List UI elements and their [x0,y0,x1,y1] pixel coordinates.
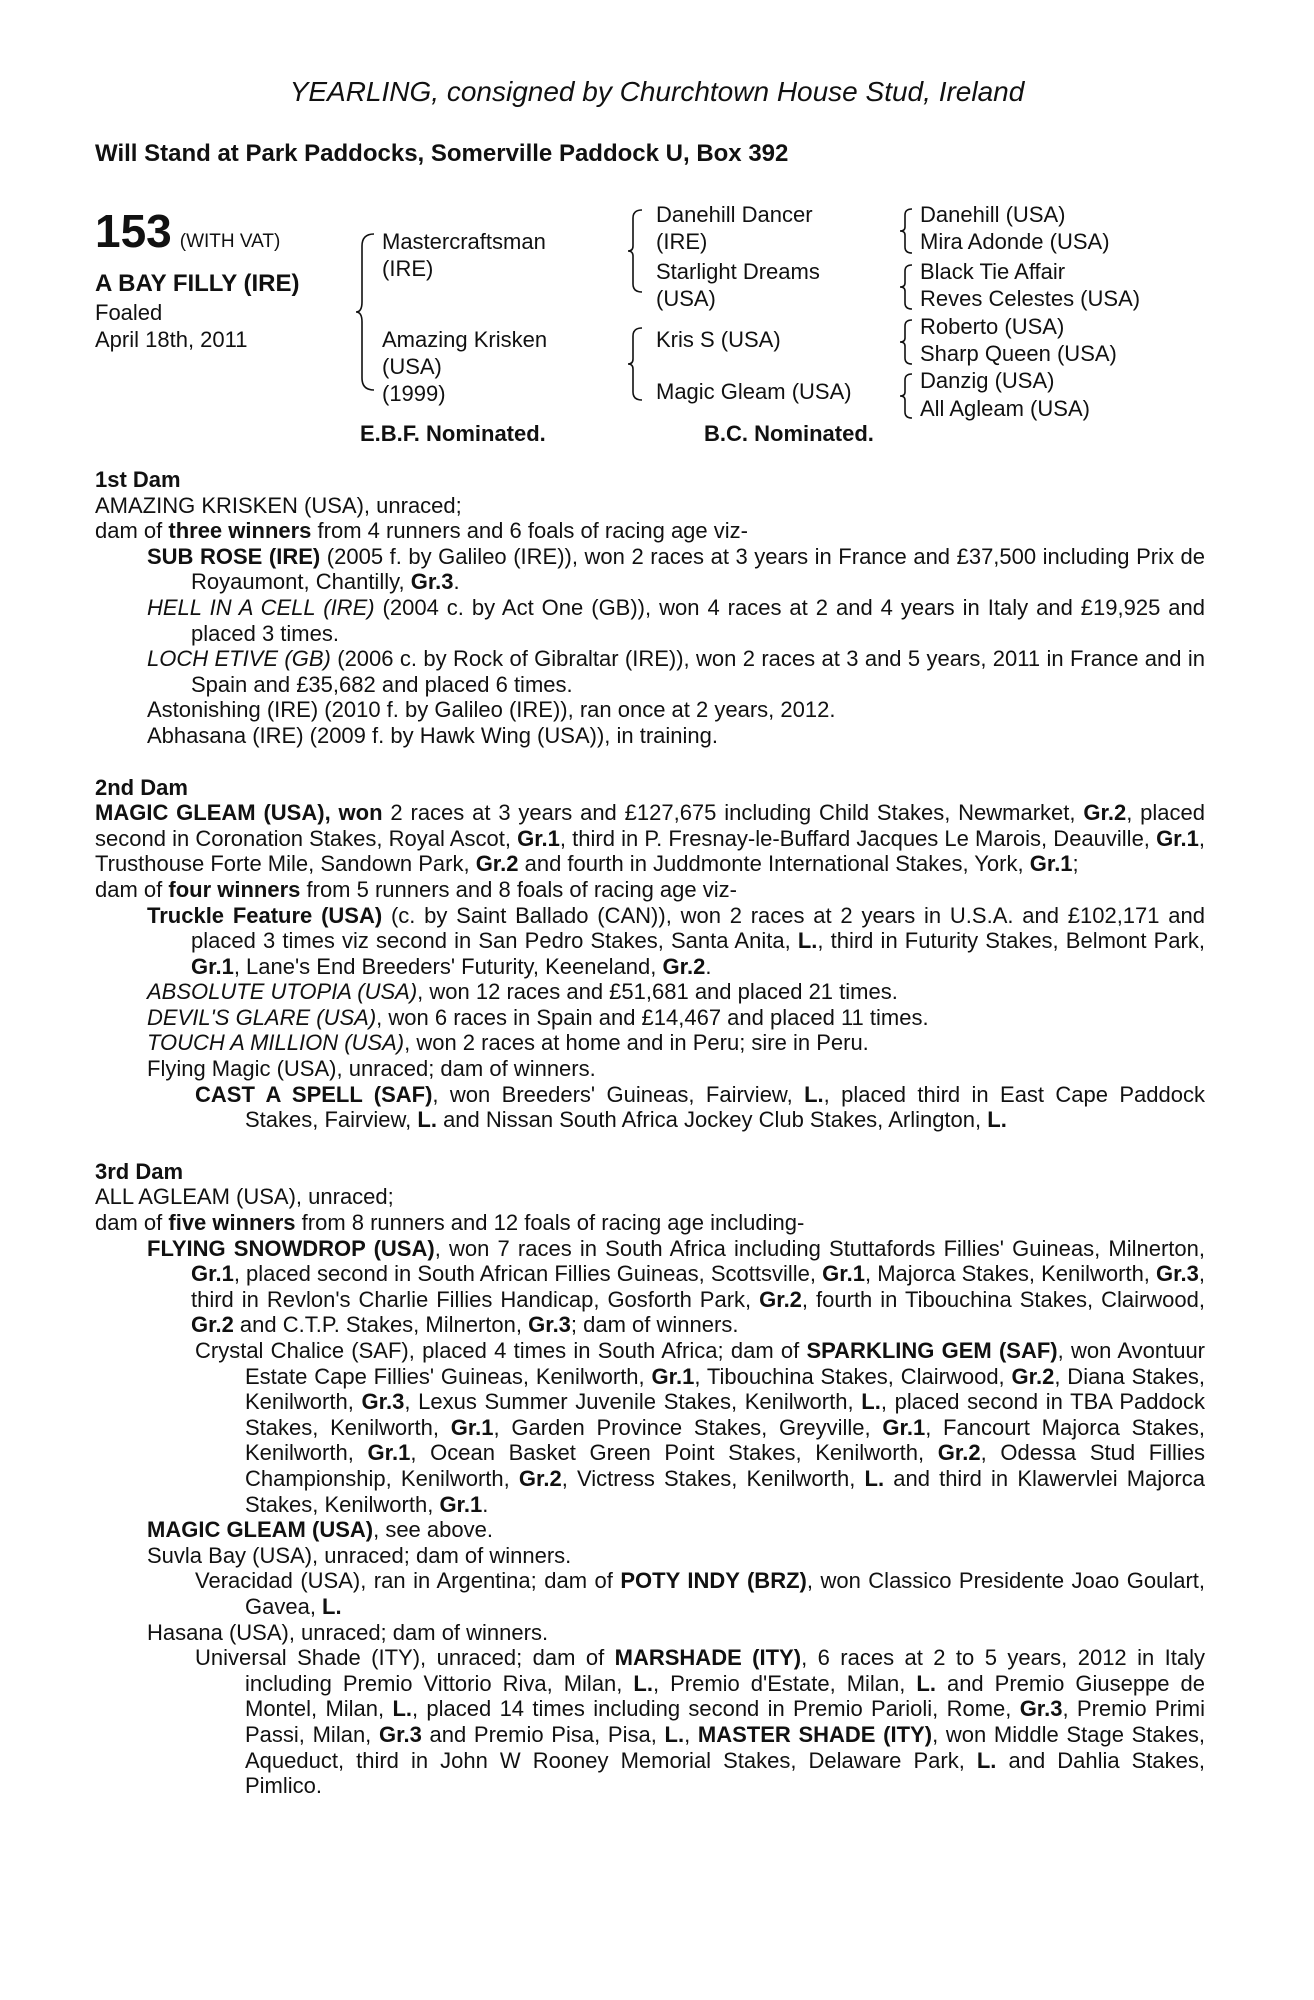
bracket-g12 [900,207,914,255]
second-dam-heading: 2nd Dam [95,774,188,800]
page-title: YEARLING, consigned by Churchtown House Stud, Ireland [289,76,1025,107]
progeny-loch-etive: LOCH ETIVE (GB) (2006 c. by Rock of Gibraltar (IRE)), won 2 races at 3 and 5 years, 2011 in France and in Spain and £35,682 and placed 6 times. [147,646,1205,697]
bc-nominated: B.C. Nominated. [704,421,874,446]
progeny-cast-a-spell: CAST A SPELL (SAF), won Breeders' Guineas, Fairview, L., placed third in East Cape Paddock Stakes, Fairview, L. and Nissan South Africa Jockey Club Stakes, Arlington, L. [195,1081,1205,1133]
pedigree-g8: All Agleam (USA) [920,396,1090,421]
first-dam-produce: dam of three winners from 4 runners and 6 foals of racing age viz- [95,518,748,544]
pedigree-sire [382,228,546,282]
pedigree-g6: Sharp Queen (USA) [920,341,1117,366]
progeny-devils-glare: DEVIL'S GLARE (USA), won 6 races in Spain and £14,467 and placed 11 times. [147,1004,929,1030]
third-dam-line: ALL AGLEAM (USA), unraced; [95,1184,394,1210]
foaled-date: April 18th, 2011 [95,327,248,352]
progeny-astonishing: Astonishing (IRE) (2010 f. by Galileo (IRE)), ran once at 2 years, 2012. [147,697,836,723]
sire-country: (IRE) [382,256,434,281]
dam-name: Amazing Krisken [382,327,548,352]
pedigree-dam [382,326,547,407]
progeny-truckle-feature: Truckle Feature (USA) (c. by Saint Ballado (CAN)), won 2 races at 2 years in U.S.A. and £102,171 and placed 3 times viz second in San Pedro Stakes, Santa Anita, L., third in Futurity Stakes, Belmont Park, Gr.1, Lane's End Breeders' Futurity, Keeneland, Gr.2. [147,902,1205,979]
catalogue-body [95,467,1205,1799]
dam-country: (USA) [382,354,442,379]
lot-heading [95,204,280,258]
pedigree-g4: Reves Celestes (USA) [920,286,1141,311]
progeny-sub-rose: SUB ROSE (IRE) (2005 f. by Galileo (IRE)), won 2 races at 3 years in France and £37,500 including Prix de Royaumont, Chantilly, Gr.3. [147,543,1205,595]
bracket-main [356,232,376,392]
bracket-sire [628,208,644,294]
pedigree-g3: Black Tie Affair [920,259,1066,284]
progeny-crystal-chalice: Crystal Chalice (SAF), placed 4 times in South Africa; dam of SPARKLING GEM (SAF), won Avontuur Estate Cape Fillies' Guineas, Kenilworth, Gr.1, Tibouchina Stakes, Clairwood, Gr.2, Diana Stakes, Kenilworth, Gr.3, Lexus Summer Juvenile Stakes, Kenilworth, L., placed second in TBA Paddock Stakes, Kenilworth, Gr.1, Garden Province Stakes, Greyville, Gr.1, Fancourt Majorca Stakes, Kenilworth, Gr.1, Ocean Basket Green Point Stakes, Kenilworth, Gr.2, Odessa Stud Fillies Championship, Kenilworth, Gr.2, Victress Stakes, Kenilworth, L. and third in Klawervlei Majorca Stakes, Kenilworth, Gr.1. [195,1338,1206,1517]
second-dam-record: MAGIC GLEAM (USA), won 2 races at 3 years and £127,675 including Child Stakes, Newmarket, Gr.2, placed second in Coronation Stakes, Royal Ascot, Gr.1, third in P. Fresnay-le-Buffard Jacques Le Marois, Deauville, Gr.1, Trusthouse Forte Mile, Sandown Park, Gr.2 and fourth in Juddmonte International Stakes, York, Gr.1; [95,800,1205,877]
progeny-flying-magic: Flying Magic (USA), unraced; dam of winners. [147,1056,596,1082]
progeny-abhasana: Abhasana (IRE) (2009 f. by Hawk Wing (USA)), in training. [147,722,719,748]
pedigree-g5: Roberto (USA) [920,314,1065,339]
bracket-dam [628,326,644,402]
pedigree-sire-dam [656,258,820,312]
pedigree-g1: Danehill (USA) [920,202,1066,227]
bracket-g56 [900,318,914,366]
ebf-nominated: E.B.F. Nominated. [360,421,546,446]
pedigree-dam-sire: Kris S (USA) [656,327,781,352]
progeny-flying-snowdrop: FLYING SNOWDROP (USA), won 7 races in South Africa including Stuttafords Fillies' Guineas, Milnerton, Gr.1, placed second in South African Fillies Guineas, Scottsville, Gr.1, Majorca Stakes, Kenilworth, Gr.3, third in Revlon's Charlie Fillies Handicap, Gosforth Park, Gr.2, fourth in Tibouchina Stakes, Clairwood, Gr.2 and C.T.P. Stakes, Milnerton, Gr.3; dam of winners. [147,1235,1206,1338]
pedigree-g7: Danzig (USA) [920,368,1055,393]
progeny-suvla-bay: Suvla Bay (USA), unraced; dam of winners. [147,1542,572,1568]
horse-name: A BAY FILLY (IRE) [95,270,300,297]
third-dam-produce: dam of five winners from 8 runners and 12 foals of racing age including- [95,1210,805,1236]
sire-sire-name: Danehill Dancer [656,202,813,227]
third-dam-heading: 3rd Dam [95,1158,184,1184]
lot-number: 153 [95,205,172,257]
second-dam-produce: dam of four winners from 5 runners and 8 foals of racing age viz- [95,876,737,902]
sire-dam-name: Starlight Dreams [656,259,820,284]
foaled-label: Foaled [95,300,163,325]
progeny-hasana: Hasana (USA), unraced; dam of winners. [147,1619,549,1645]
sire-name: Mastercraftsman [382,229,546,254]
progeny-hell-in-a-cell: HELL IN A CELL (IRE) (2004 c. by Act One (GB)), won 4 races at 2 and 4 years in Italy and £19,925 and placed 3 times. [147,594,1206,646]
bracket-g34 [900,263,914,311]
progeny-touch-a-million: TOUCH A MILLION (USA), won 2 races at home and in Peru; sire in Peru. [147,1030,869,1056]
pedigree-g2: Mira Adonde (USA) [920,229,1110,254]
first-dam-heading: 1st Dam [95,467,181,492]
first-dam-line: AMAZING KRISKEN (USA), unraced; [95,492,462,518]
dam-year: (1999) [382,381,446,406]
vat-note: (WITH VAT) [179,231,281,252]
sire-dam-country: (USA) [656,286,716,311]
progeny-universal-shade: Universal Shade (ITY), unraced; dam of MARSHADE (ITY), 6 races at 2 to 5 years, 2012 in Italy including Premio Vittorio Riva, Milan, L., Premio d'Estate, Milan, L. and Premio Giuseppe de Montel, Milan, L., placed 14 times including second in Premio Parioli, Rome, Gr.3, Premio Primi Passi, Milan, Gr.3 and Premio Pisa, Pisa, L., MASTER SHADE (ITY), won Middle Stage Stakes, Aqueduct, third in John W Rooney Memorial Stakes, Delaware Park, L. and Dahlia Stakes, Pimlico. [195,1645,1206,1799]
progeny-veracidad: Veracidad (USA), ran in Argentina; dam of POTY INDY (BRZ), won Classico Presidente Joao Goulart, Gavea, L. [195,1568,1206,1619]
bracket-g78 [900,372,914,420]
progeny-absolute-utopia: ABSOLUTE UTOPIA (USA), won 12 races and £51,681 and placed 21 times. [147,979,898,1005]
pedigree-sire-sire [656,201,813,255]
pedigree-dam-dam: Magic Gleam (USA) [656,379,852,404]
progeny-magic-gleam: MAGIC GLEAM (USA), see above. [147,1517,493,1543]
stand-location: Will Stand at Park Paddocks, Somerville Paddock U, Box 392 [95,140,789,167]
sire-sire-country: (IRE) [656,229,708,254]
